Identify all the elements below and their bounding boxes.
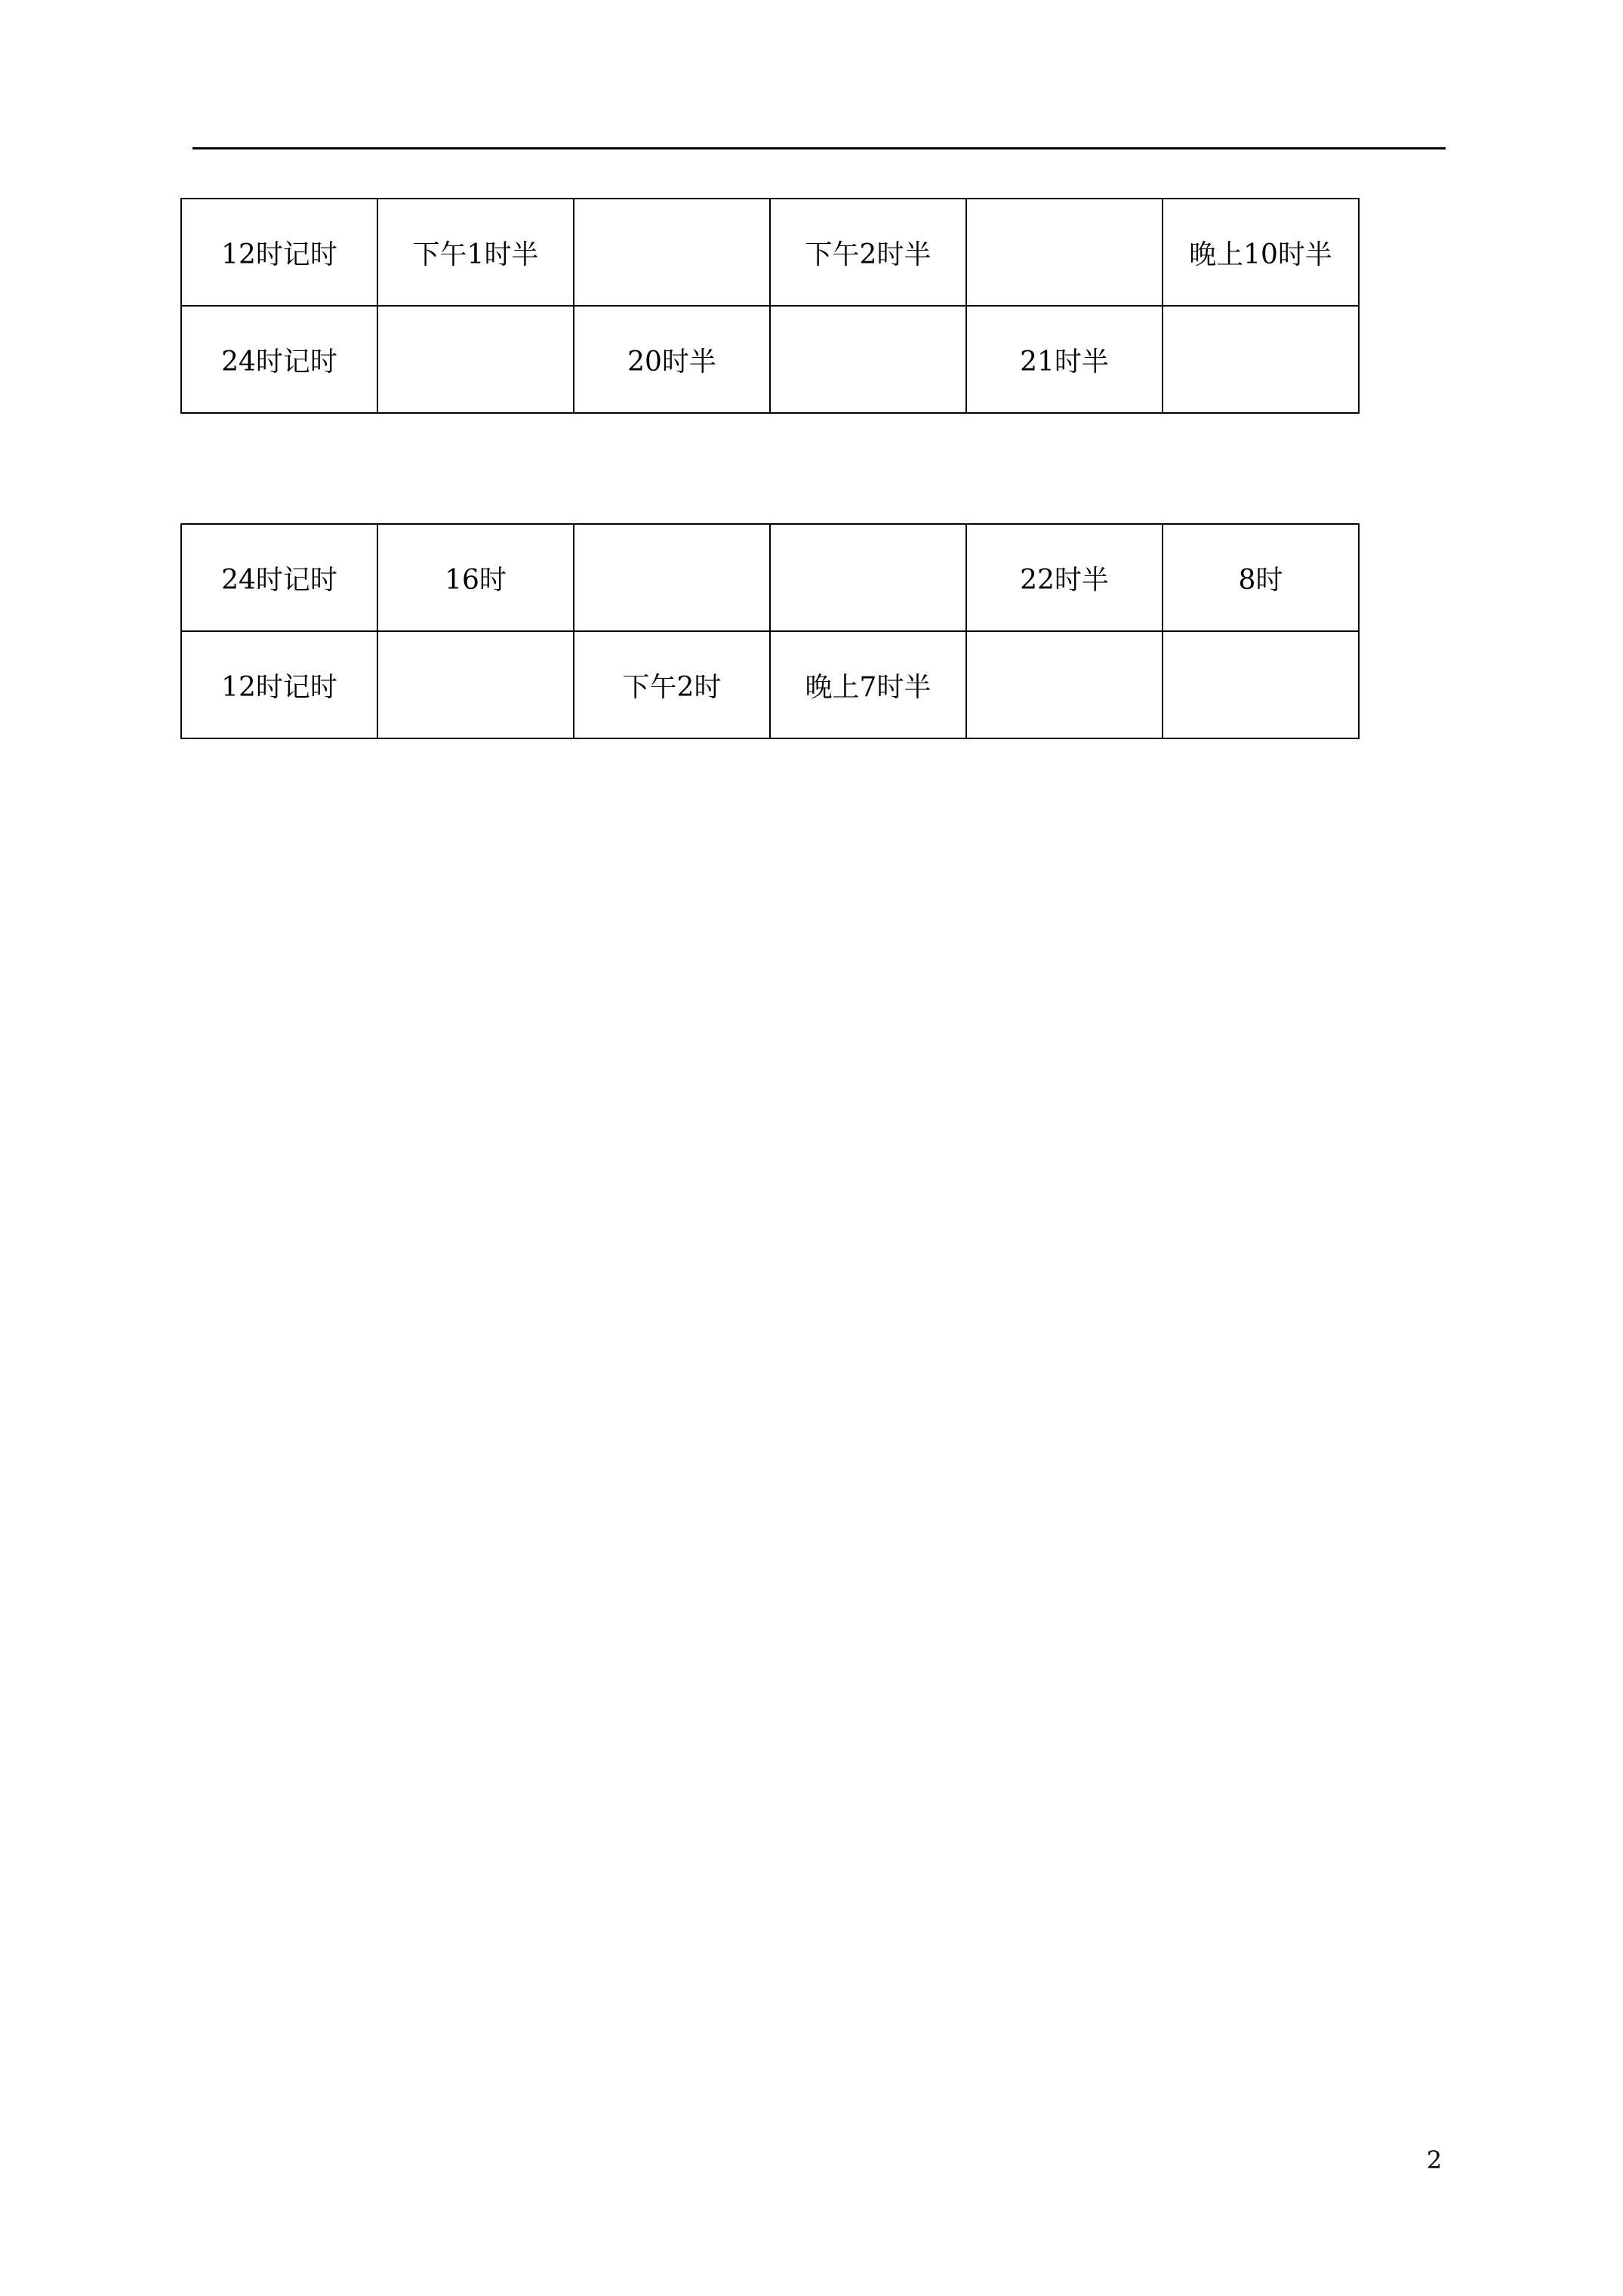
table-cell: 12时记时 bbox=[181, 199, 377, 306]
table-cell bbox=[574, 524, 770, 631]
table-cell: 下午2时半 bbox=[770, 199, 966, 306]
table-cell: 8时 bbox=[1163, 524, 1359, 631]
table-cell bbox=[1163, 306, 1359, 413]
table-cell bbox=[770, 524, 966, 631]
table-cell: 24时记时 bbox=[181, 306, 377, 413]
table-cell: 16时 bbox=[377, 524, 574, 631]
time-conversion-table-2 bbox=[180, 523, 1360, 739]
header-rule bbox=[192, 147, 1446, 149]
table-row bbox=[181, 524, 1359, 631]
table-cell bbox=[770, 306, 966, 413]
table-cell bbox=[574, 199, 770, 306]
table-row bbox=[181, 199, 1359, 306]
time-conversion-table-1 bbox=[180, 198, 1360, 414]
table-cell bbox=[966, 631, 1163, 738]
table-cell: 12时记时 bbox=[181, 631, 377, 738]
table-cell bbox=[1163, 631, 1359, 738]
table-cell bbox=[377, 306, 574, 413]
table-cell: 22时半 bbox=[966, 524, 1163, 631]
table-cell: 晚上10时半 bbox=[1163, 199, 1359, 306]
table-cell: 下午2时 bbox=[574, 631, 770, 738]
table-cell: 21时半 bbox=[966, 306, 1163, 413]
table-cell: 下午1时半 bbox=[377, 199, 574, 306]
table-cell bbox=[966, 199, 1163, 306]
table-row bbox=[181, 631, 1359, 738]
table-cell: 20时半 bbox=[574, 306, 770, 413]
page-number: 2 bbox=[1426, 2146, 1443, 2174]
table-cell: 24时记时 bbox=[181, 524, 377, 631]
table-cell: 晚上7时半 bbox=[770, 631, 966, 738]
table-row bbox=[181, 306, 1359, 413]
table-cell bbox=[377, 631, 574, 738]
